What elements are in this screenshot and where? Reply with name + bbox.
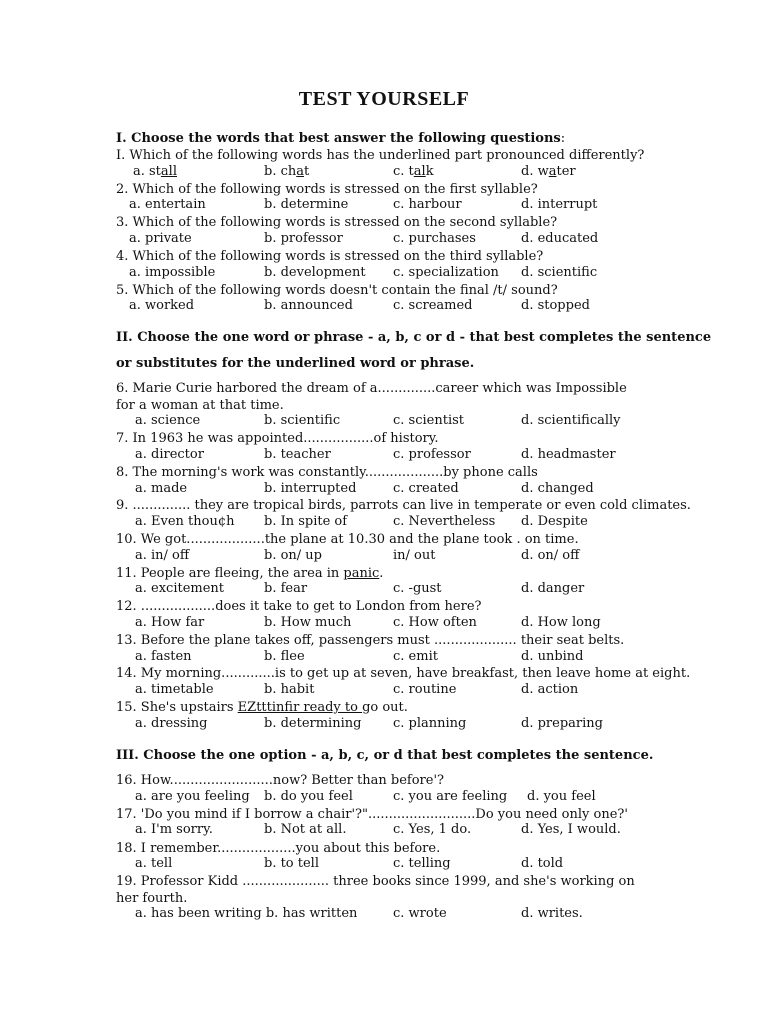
option-text: b. on/ up: [264, 548, 322, 563]
option-text: b. habit: [264, 682, 315, 697]
option-7-1: [135, 447, 204, 462]
option-text: d. changed: [521, 481, 594, 496]
option-text: c. planning: [393, 716, 467, 731]
option-6-2: [264, 413, 340, 428]
option-text: b. ch: [264, 164, 297, 179]
option-11-3: [393, 581, 442, 596]
option-text: c. you are feeling: [393, 789, 508, 804]
question-11-text: 11. People are fleeing, the area in: [116, 566, 344, 581]
option-6-1: [135, 413, 200, 428]
option-4-3: [393, 265, 499, 280]
option-13-4: [521, 649, 584, 664]
option-19-3: [521, 906, 583, 921]
option-9-3: [393, 514, 495, 529]
question-11-text-end: .: [379, 566, 384, 581]
option-1-1: [133, 164, 177, 179]
option-text: b. teacher: [264, 447, 331, 462]
option-text: a. dressing: [135, 716, 208, 731]
option-text: c. created: [393, 481, 459, 496]
option-text: d. unbind: [521, 649, 584, 664]
option-text: c. telling: [393, 856, 451, 871]
option-11-4: [521, 581, 584, 596]
option-text: a. made: [135, 481, 188, 496]
option-4-2: [264, 265, 366, 280]
option-19-1: [135, 906, 357, 921]
option-8-2: [264, 481, 356, 496]
option-text: a. director: [135, 447, 204, 462]
option-18-2: [264, 856, 319, 871]
option-text: c. professor: [393, 447, 471, 462]
option-1-3: [393, 164, 434, 179]
option-9-4: [521, 514, 588, 529]
option-text: a. excitement: [135, 581, 225, 596]
option-12-1: [135, 615, 204, 630]
option-9-1: [135, 514, 235, 529]
option-text: c. Yes, 1 do.: [393, 822, 472, 837]
option-text: c. wrote: [393, 906, 447, 921]
underlined-part: al: [413, 164, 426, 179]
option-text: d. interrupt: [521, 197, 598, 212]
question-19: 19. Professor Kidd ..................... three books since 1999, and she's working on her fourth.: [116, 874, 635, 906]
option-16-4: [527, 789, 596, 804]
option-text: c. screamed: [393, 298, 473, 313]
option-text: d. writes.: [521, 906, 583, 921]
question-15: [116, 699, 408, 716]
question-1: I. Which of the following words has the underlined part pronounced differently?: [116, 148, 645, 163]
option-9-2: [264, 514, 347, 529]
option-17-3: [393, 822, 471, 837]
option-7-4: [521, 447, 616, 462]
section-3-heading: III. Choose the one option - a, b, c, or d that best completes the sentence.: [116, 748, 654, 763]
option-16-1: [135, 789, 250, 804]
question-9: 9. .............. they are tropical birds, parrots can live in temperate or even cold climates.: [116, 498, 691, 513]
option-10-4: [521, 548, 579, 563]
option-2-1: [129, 197, 206, 212]
option-text: b. to tell: [264, 856, 320, 871]
option-text: b. In spite of: [264, 514, 348, 529]
option-text: b. do you feel: [264, 789, 353, 804]
option-10-1: [135, 548, 189, 563]
section-1-colon: :: [560, 131, 566, 146]
option-text: b. flee: [264, 649, 305, 664]
option-3-2: [264, 231, 343, 246]
question-3: 3. Which of the following words is stressed on the second syllable?: [116, 215, 558, 230]
option-4-1: [129, 265, 215, 280]
question-8: 8. The morning's work was constantly...................by phone calls: [116, 465, 538, 480]
option-19-2: [393, 906, 447, 921]
option-17-4: [521, 822, 621, 837]
option-3-4: [521, 231, 598, 246]
option-text: b. development: [264, 265, 366, 280]
question-17: 17. 'Do you mind if I borrow a chair'?"..........................Do you need only one?': [116, 807, 628, 822]
option-15-2: [264, 716, 361, 731]
question-15-text: 15. She's upstairs: [116, 700, 238, 715]
option-text: d. danger: [521, 581, 585, 596]
option-15-1: [135, 716, 207, 731]
question-6: 6. Marie Curie harbored the dream of a..............career which was Impossible for a woman at that time.: [116, 381, 627, 413]
underlined-part: all: [160, 164, 177, 179]
option-text: b. How much: [264, 615, 352, 630]
option-text: c. specialization: [393, 265, 499, 280]
option-text: a. I'm sorry.: [135, 822, 213, 837]
option-text: c. Nevertheless: [393, 514, 496, 529]
option-text: c. t: [393, 164, 414, 179]
option-1-4: [521, 164, 576, 179]
option-text-end: t: [304, 164, 310, 179]
option-text: d. told: [521, 856, 564, 871]
option-text: d. Despite: [521, 514, 588, 529]
option-text: c. scientist: [393, 413, 464, 428]
option-text: b. Not at all.: [264, 822, 347, 837]
option-text: c. How often: [393, 615, 477, 630]
option-16-3: [393, 789, 507, 804]
option-17-2: [264, 822, 346, 837]
option-text: c. emit: [393, 649, 438, 664]
option-text: d. w: [521, 164, 549, 179]
option-2-3: [393, 197, 462, 212]
option-text: b. fear: [264, 581, 308, 596]
option-4-4: [521, 265, 597, 280]
option-6-4: [521, 413, 621, 428]
option-text: d. stopped: [521, 298, 590, 313]
page-title: TEST YOURSELF: [298, 88, 470, 110]
option-10-2: [264, 548, 322, 563]
option-text: b. determining: [264, 716, 362, 731]
question-14: 14. My morning.............is to get up at seven, have breakfast, then leave home at eight.: [116, 666, 691, 681]
option-12-2: [264, 615, 351, 630]
option-text: d. How long: [521, 615, 601, 630]
option-text: d. you feel: [527, 789, 596, 804]
option-text: a. How far: [135, 615, 205, 630]
option-text: a. in/ off: [135, 548, 190, 563]
option-10-3: [393, 548, 435, 563]
option-5-4: [521, 298, 590, 313]
question-4: 4. Which of the following words is stressed on the third syllable?: [116, 249, 544, 264]
option-text: b. announced: [264, 298, 353, 313]
option-text: in/ out: [393, 548, 436, 563]
option-8-4: [521, 481, 594, 496]
option-text: a. are you feeling: [135, 789, 250, 804]
option-5-2: [264, 298, 353, 313]
option-text: d. scientifically: [521, 413, 621, 428]
option-text: d. headmaster: [521, 447, 616, 462]
question-2: 2. Which of the following words is stressed on the first syllable?: [116, 182, 538, 197]
option-15-3: [393, 716, 466, 731]
option-text: b. interrupted: [264, 481, 357, 496]
option-5-1: [129, 298, 194, 313]
section-1-heading: [116, 131, 565, 146]
option-8-1: [135, 481, 187, 496]
question-18: 18. I remember...................you about this before.: [116, 841, 441, 856]
underlined-part: a: [296, 164, 305, 179]
question-15-text-end: go out.: [362, 700, 408, 715]
option-3-1: [129, 231, 192, 246]
option-text: c. purchases: [393, 231, 476, 246]
question-12: 12. ..................does it take to get to London from here?: [116, 599, 482, 614]
option-text: a. timetable: [135, 682, 214, 697]
question-7: 7. In 1963 he was appointed.................of history.: [116, 431, 439, 446]
option-15-4: [521, 716, 603, 731]
section-1-text: I. Choose the words that best answer the following questions: [116, 131, 561, 146]
option-text: a. has been writing b. has written: [135, 906, 358, 921]
option-11-1: [135, 581, 224, 596]
option-text: a. science: [135, 413, 201, 428]
option-7-3: [393, 447, 471, 462]
option-text: b. scientific: [264, 413, 341, 428]
option-18-3: [393, 856, 451, 871]
option-14-4: [521, 682, 578, 697]
option-text: b. determine: [264, 197, 349, 212]
option-text: d. preparing: [521, 716, 603, 731]
option-5-3: [393, 298, 473, 313]
underlined-part: a: [548, 164, 557, 179]
option-7-2: [264, 447, 331, 462]
question-10: 10. We got...................the plane at 10.30 and the plane took . on time.: [116, 532, 579, 547]
option-1-2: [264, 164, 309, 179]
option-6-3: [393, 413, 464, 428]
option-12-4: [521, 615, 601, 630]
option-8-3: [393, 481, 459, 496]
option-text: a. tell: [135, 856, 173, 871]
option-text: d. action: [521, 682, 579, 697]
option-18-4: [521, 856, 563, 871]
option-text: a. worked: [129, 298, 195, 313]
section-2-heading-line2: or substitutes for the underlined word or phrase.: [116, 356, 475, 371]
option-13-3: [393, 649, 438, 664]
option-14-2: [264, 682, 314, 697]
question-16: 16. How.........................now? Better than before'?: [116, 773, 444, 788]
question-11: [116, 565, 383, 582]
option-text: d. on/ off: [521, 548, 580, 563]
option-text: c. routine: [393, 682, 457, 697]
option-text: a. fasten: [135, 649, 192, 664]
option-text: b. professor: [264, 231, 343, 246]
option-text-end: ter: [556, 164, 576, 179]
option-14-1: [135, 682, 214, 697]
option-17-1: [135, 822, 213, 837]
option-text: a. st: [133, 164, 161, 179]
option-2-2: [264, 197, 348, 212]
option-14-3: [393, 682, 456, 697]
option-12-3: [393, 615, 477, 630]
option-text: d. Yes, I would.: [521, 822, 621, 837]
option-text: a. impossible: [129, 265, 216, 280]
underlined-phrase: EZtttinfir ready to: [237, 700, 363, 715]
underlined-phrase: panic: [343, 566, 380, 581]
question-13: 13. Before the plane takes off, passengers must .................... their seat belts.: [116, 633, 625, 648]
option-13-2: [264, 649, 305, 664]
section-2-heading-line1: II. Choose the one word or phrase - a, b, c or d - that best completes the sentence: [116, 330, 712, 345]
option-text: c. harbour: [393, 197, 462, 212]
option-3-3: [393, 231, 476, 246]
option-11-2: [264, 581, 307, 596]
option-text: c. -gust: [393, 581, 442, 596]
option-text: d. scientific: [521, 265, 598, 280]
option-text: d. educated: [521, 231, 599, 246]
option-18-1: [135, 856, 172, 871]
option-text: a. entertain: [129, 197, 206, 212]
option-text: a. private: [129, 231, 192, 246]
option-text: a. Even thou¢h: [135, 514, 235, 529]
option-2-4: [521, 197, 597, 212]
option-16-2: [264, 789, 353, 804]
option-13-1: [135, 649, 192, 664]
question-5: 5. Which of the following words doesn't contain the final /t/ sound?: [116, 283, 558, 298]
option-text-end: k: [425, 164, 434, 179]
